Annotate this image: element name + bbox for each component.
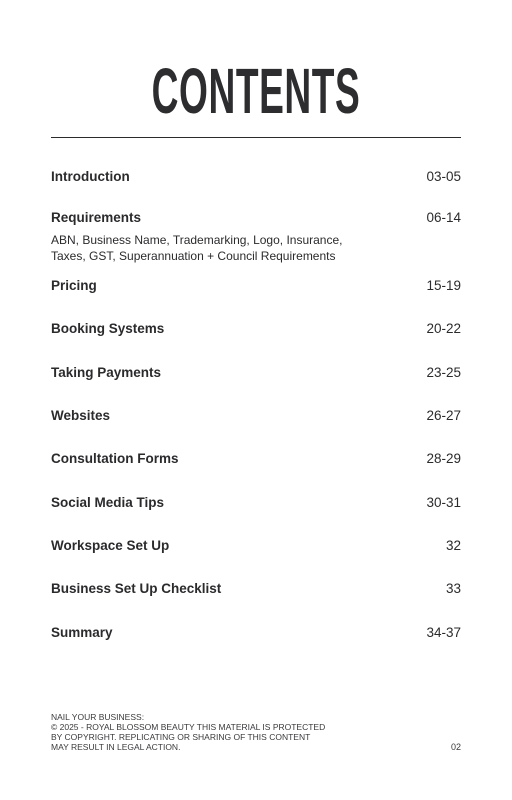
- toc-entry-label: Pricing: [51, 278, 97, 293]
- toc-entry-label: Business Set Up Checklist: [51, 581, 222, 596]
- toc-entry-pages: 15-19: [426, 278, 461, 293]
- page-number: 02: [450, 742, 461, 752]
- toc-entry-pages: 33: [445, 581, 461, 596]
- title-divider: [51, 137, 461, 138]
- toc-entry-pages: 26-27: [426, 408, 461, 423]
- toc-entry-pages: 23-25: [426, 365, 461, 380]
- toc-entry-label: Introduction: [51, 169, 130, 184]
- toc-entry-label: Booking Systems: [51, 321, 165, 336]
- toc-entry-description: [51, 232, 391, 264]
- toc-entry-pages: 20-22: [426, 321, 461, 336]
- toc-entry-label: Consultation Forms: [51, 451, 179, 466]
- toc-entry-label: Social Media Tips: [51, 495, 165, 510]
- toc-entry-pages: 34-37: [426, 625, 461, 640]
- toc-entry-label: Requirements: [51, 210, 142, 225]
- page-title: CONTENTS: [151, 55, 361, 127]
- toc-entry-label: Taking Payments: [51, 365, 162, 380]
- toc-entry-pages: 28-29: [426, 451, 461, 466]
- toc-entry-label: Websites: [51, 408, 111, 423]
- toc-entry-label: Summary: [51, 625, 113, 640]
- copyright-notice: [51, 712, 381, 752]
- toc-entry-label: Workspace Set Up: [51, 538, 170, 553]
- description-line: ABN, Business Name, Trademarking, Logo, Insurance,: [51, 233, 343, 247]
- description-line: Taxes, GST, Superannuation + Council Requirements: [51, 249, 336, 263]
- footer-line: BY COPYRIGHT. REPLICATING OR SHARING OF THIS CONTENT: [51, 732, 311, 742]
- footer-line: MAY RESULT IN LEGAL ACTION.: [51, 742, 181, 752]
- toc-entry-pages: 30-31: [426, 495, 461, 510]
- footer-line: © 2025 - ROYAL BLOSSOM BEAUTY THIS MATERIAL IS PROTECTED: [51, 722, 326, 732]
- toc-entry-pages: 32: [445, 538, 461, 553]
- toc-entry-pages: 06-14: [426, 210, 461, 225]
- toc-entry-pages: 03-05: [426, 169, 461, 184]
- footer-line: NAIL YOUR BUSINESS:: [51, 712, 145, 722]
